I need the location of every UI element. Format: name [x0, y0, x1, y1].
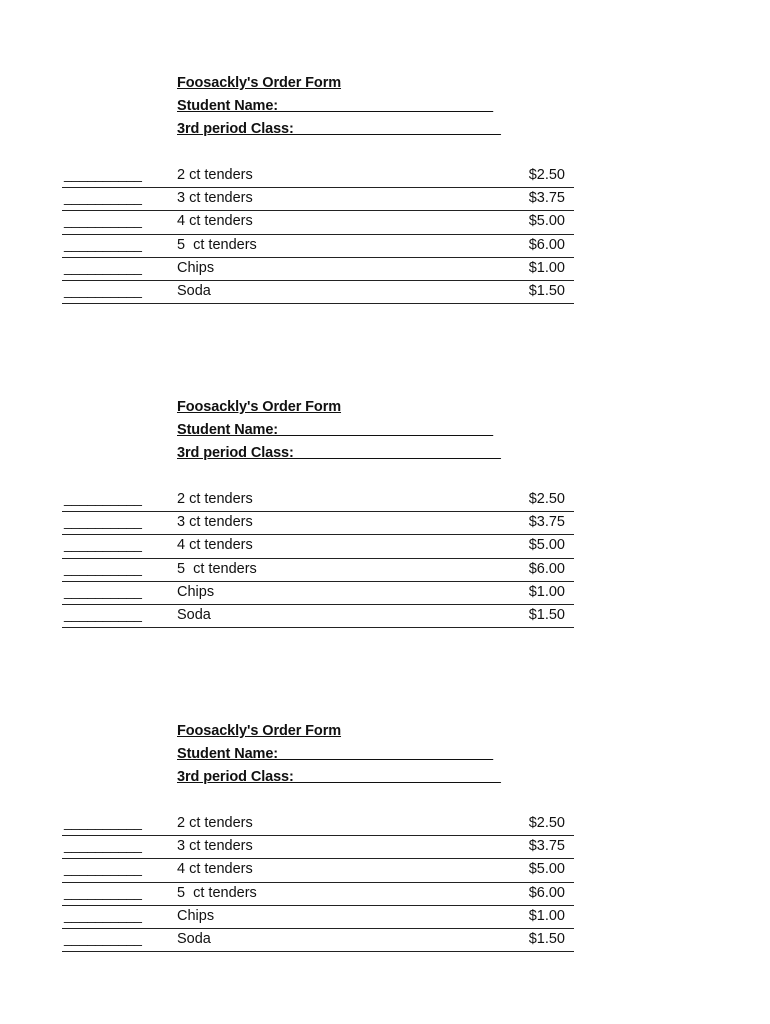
- item-price: $1.50: [528, 930, 565, 947]
- item-price: $1.00: [528, 583, 565, 600]
- quantity-blank: __________: [64, 837, 142, 854]
- period-class-field: 3rd period Class:__________________________: [177, 445, 501, 461]
- row-divider: [62, 951, 574, 952]
- item-price: $2.50: [528, 491, 565, 507]
- list-item: [0, 188, 770, 211]
- list-item: [0, 235, 770, 258]
- list-item: [0, 512, 770, 535]
- student-name-field: Student Name:___________________________: [177, 746, 494, 762]
- quantity-blank: __________: [64, 281, 142, 298]
- item-price: $5.00: [528, 213, 565, 230]
- list-item: [0, 582, 770, 605]
- item-name: 4 ct tenders: [177, 861, 253, 878]
- item-price: $1.50: [528, 282, 565, 299]
- form-title: Foosackly's Order Form: [177, 399, 342, 415]
- item-name: 2 ct tenders: [177, 491, 253, 507]
- quantity-blank: __________: [64, 860, 142, 877]
- list-item: [0, 489, 770, 512]
- item-price: $6.00: [528, 560, 565, 577]
- quantity-blank: __________: [64, 929, 142, 946]
- quantity-blank: __________: [64, 605, 142, 622]
- list-item: [0, 813, 770, 836]
- list-item: [0, 929, 770, 952]
- quantity-blank: __________: [64, 814, 142, 830]
- quantity-blank: __________: [64, 258, 142, 275]
- list-item: [0, 559, 770, 582]
- item-price: $5.00: [528, 537, 565, 554]
- quantity-blank: __________: [64, 536, 142, 553]
- item-name: 2 ct tenders: [177, 815, 253, 831]
- list-item: [0, 605, 770, 628]
- item-price: $3.75: [528, 514, 565, 531]
- item-name: Soda: [177, 606, 211, 623]
- form-title: Foosackly's Order Form: [177, 75, 342, 91]
- item-name: 3 ct tenders: [177, 838, 253, 855]
- item-name: 4 ct tenders: [177, 213, 253, 230]
- item-name: 2 ct tenders: [177, 167, 253, 183]
- item-name: 5 ct tenders: [177, 560, 257, 577]
- list-item: [0, 211, 770, 234]
- item-price: $3.75: [528, 838, 565, 855]
- list-item: [0, 165, 770, 188]
- form-title: Foosackly's Order Form: [177, 723, 342, 739]
- item-name: Chips: [177, 907, 215, 924]
- item-price: $2.50: [528, 815, 565, 831]
- period-class-field: 3rd period Class:__________________________: [177, 121, 501, 137]
- quantity-blank: __________: [64, 883, 142, 900]
- quantity-blank: __________: [64, 189, 142, 206]
- list-item: [0, 906, 770, 929]
- item-price: $6.00: [528, 236, 565, 253]
- item-price: $1.50: [528, 606, 565, 623]
- quantity-blank: __________: [64, 906, 142, 923]
- quantity-blank: __________: [64, 212, 142, 229]
- item-name: 5 ct tenders: [177, 236, 257, 253]
- list-item: [0, 883, 770, 906]
- list-item: [0, 836, 770, 859]
- row-divider: [62, 627, 574, 628]
- item-name: Chips: [177, 583, 215, 600]
- item-list: [0, 165, 770, 304]
- item-name: 4 ct tenders: [177, 537, 253, 554]
- item-name: Chips: [177, 259, 215, 276]
- list-item: [0, 859, 770, 882]
- item-price: $2.50: [528, 167, 565, 183]
- list-item: [0, 258, 770, 281]
- list-item: [0, 281, 770, 304]
- item-name: 5 ct tenders: [177, 884, 257, 901]
- row-divider: [62, 303, 574, 304]
- item-price: $6.00: [528, 884, 565, 901]
- quantity-blank: __________: [64, 166, 142, 182]
- period-class-field: 3rd period Class:__________________________: [177, 769, 501, 785]
- item-name: Soda: [177, 282, 211, 299]
- quantity-blank: __________: [64, 490, 142, 506]
- item-name: Soda: [177, 930, 211, 947]
- item-price: $5.00: [528, 861, 565, 878]
- item-list: [0, 813, 770, 952]
- item-list: [0, 489, 770, 628]
- item-name: 3 ct tenders: [177, 190, 253, 207]
- item-price: $1.00: [528, 259, 565, 276]
- quantity-blank: __________: [64, 582, 142, 599]
- item-price: $1.00: [528, 907, 565, 924]
- quantity-blank: __________: [64, 559, 142, 576]
- student-name-field: Student Name:___________________________: [177, 422, 494, 438]
- student-name-field: Student Name:___________________________: [177, 98, 494, 114]
- quantity-blank: __________: [64, 513, 142, 530]
- list-item: [0, 535, 770, 558]
- quantity-blank: __________: [64, 235, 142, 252]
- item-name: 3 ct tenders: [177, 514, 253, 531]
- item-price: $3.75: [528, 190, 565, 207]
